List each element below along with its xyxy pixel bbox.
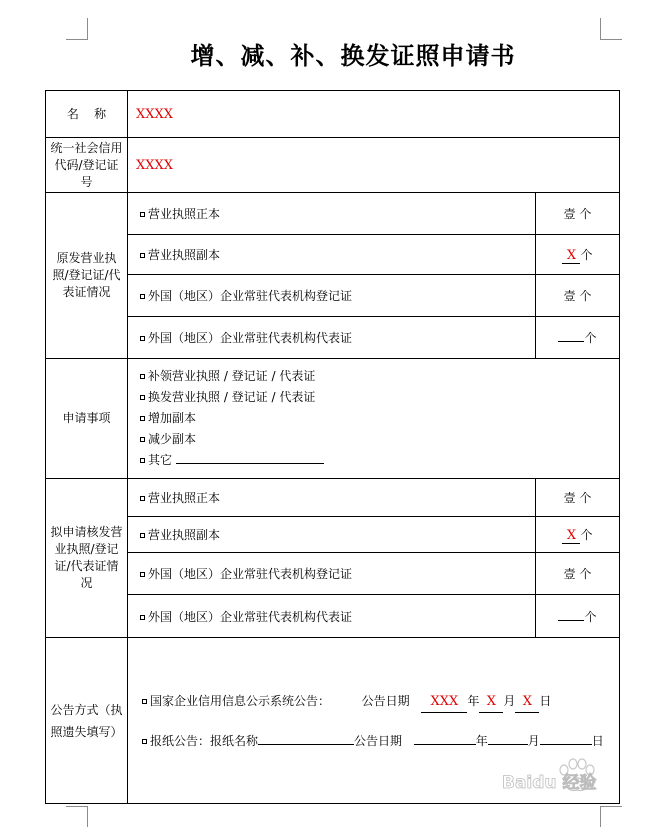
baidu-jingyan-watermark	[500, 748, 640, 808]
name-value-cell[interactable]	[128, 91, 620, 138]
application-items	[128, 359, 620, 479]
notice-year-value[interactable]: XXX	[421, 692, 467, 713]
document-title: 增、减、补、换发证照申请书	[190, 41, 516, 70]
original-item-row	[46, 193, 620, 235]
credit-code-value-cell[interactable]	[128, 138, 620, 193]
original-item[interactable]: 外国（地区）企业常驻代表机构登记证	[128, 275, 536, 317]
notice-month-value[interactable]: X	[479, 692, 503, 713]
original-item-count: X 个	[536, 235, 620, 275]
count-fill: X	[562, 248, 580, 264]
proposed-item-row	[46, 595, 620, 638]
checkbox-icon[interactable]	[140, 533, 145, 538]
checkbox-icon[interactable]	[140, 437, 145, 442]
original-item[interactable]: 外国（地区）企业常驻代表机构代表证	[128, 317, 536, 359]
original-item-count: 个	[536, 317, 620, 359]
original-item-count: 壹 个	[536, 275, 620, 317]
name-row	[46, 91, 620, 138]
other-blank[interactable]	[176, 452, 324, 464]
original-item-count: 壹 个	[536, 193, 620, 235]
newspaper-name-blank[interactable]	[258, 732, 354, 745]
count-fill: X	[562, 528, 580, 544]
count-blank[interactable]	[558, 609, 584, 621]
checkbox-icon[interactable]	[142, 699, 147, 704]
original-item-row	[46, 275, 620, 317]
checkbox-icon[interactable]	[140, 615, 145, 620]
proposed-item[interactable]: 营业执照正本	[128, 479, 536, 517]
original-section-label: 原发营业执照/登记证/代表证情况	[46, 193, 128, 359]
original-item-row	[46, 235, 620, 275]
proposed-item-count: 个	[536, 595, 620, 638]
checkbox-icon[interactable]	[140, 294, 145, 299]
proposed-section-label: 拟申请核发营业执照/登记证/代表证情况	[46, 479, 128, 638]
notice-line-newspaper: 报纸公告：报纸名称 公告日期 年 月 日	[142, 731, 619, 751]
checkbox-icon[interactable]	[142, 739, 147, 744]
checkbox-icon[interactable]	[140, 572, 145, 577]
checkbox-icon[interactable]	[140, 458, 145, 463]
checkbox-icon[interactable]	[140, 416, 145, 421]
checkbox-icon[interactable]	[140, 212, 145, 217]
credit-code-value: XXXX	[136, 157, 174, 173]
proposed-item-count: 壹 个	[536, 479, 620, 517]
notice-line-gsxt: 国家企业信用信息公示系统公告： 公告日期 XXX 年 X 月 X 日	[142, 691, 619, 713]
name-label: 名 称	[46, 91, 128, 138]
notice-section-label: 公告方式（执照遗失填写）	[46, 638, 128, 804]
original-item-row	[46, 317, 620, 359]
checkbox-icon[interactable]	[140, 496, 145, 501]
watermark-text: Baidu 经验	[502, 773, 597, 793]
proposed-item[interactable]: 外国（地区）企业常驻代表机构代表证	[128, 595, 536, 638]
proposed-item[interactable]: 营业执照副本	[128, 517, 536, 553]
application-item[interactable]: 减少副本	[140, 429, 619, 450]
newspaper-day-blank[interactable]	[540, 732, 592, 745]
proposed-item-row	[46, 553, 620, 595]
original-item[interactable]: 营业执照副本	[128, 235, 536, 275]
corner-mark-bottom-right	[600, 806, 622, 827]
application-item[interactable]: 其它	[140, 450, 619, 471]
original-item[interactable]: 营业执照正本	[128, 193, 536, 235]
credit-code-row	[46, 138, 620, 193]
checkbox-icon[interactable]	[140, 336, 145, 341]
name-value: XXXX	[136, 106, 174, 122]
checkbox-icon[interactable]	[140, 395, 145, 400]
proposed-item-count: X 个	[536, 517, 620, 553]
checkbox-icon[interactable]	[140, 253, 145, 258]
proposed-item-row	[46, 479, 620, 517]
corner-mark-bottom-left	[66, 806, 88, 827]
application-section-label: 申请事项	[46, 359, 128, 479]
checkbox-icon[interactable]	[140, 374, 145, 379]
proposed-item[interactable]: 外国（地区）企业常驻代表机构登记证	[128, 553, 536, 595]
proposed-item-row	[46, 517, 620, 553]
notice-day-value[interactable]: X	[515, 692, 539, 713]
newspaper-month-blank[interactable]	[488, 732, 528, 745]
credit-code-label: 统一社会信用代码/登记证号	[46, 138, 128, 193]
application-item[interactable]: 增加副本	[140, 408, 619, 429]
application-item[interactable]: 换发营业执照 / 登记证 / 代表证	[140, 387, 619, 408]
application-row	[46, 359, 620, 479]
application-form-table	[45, 90, 620, 804]
newspaper-year-blank[interactable]	[414, 732, 476, 745]
proposed-item-count: 壹 个	[536, 553, 620, 595]
application-item[interactable]: 补领营业执照 / 登记证 / 代表证	[140, 366, 619, 387]
count-blank[interactable]	[558, 330, 584, 342]
